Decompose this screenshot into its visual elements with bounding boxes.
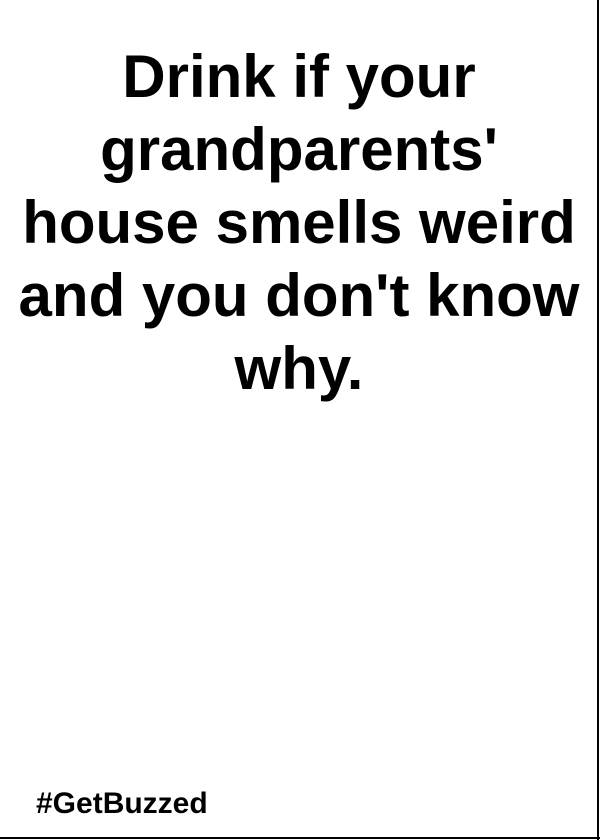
card-hashtag: #GetBuzzed (36, 787, 208, 820)
card-right-border (597, 0, 599, 840)
card-bottom-border (0, 837, 600, 839)
card-prompt-text: Drink if your grandparents' house smells weird and you don't know why. (18, 43, 580, 402)
